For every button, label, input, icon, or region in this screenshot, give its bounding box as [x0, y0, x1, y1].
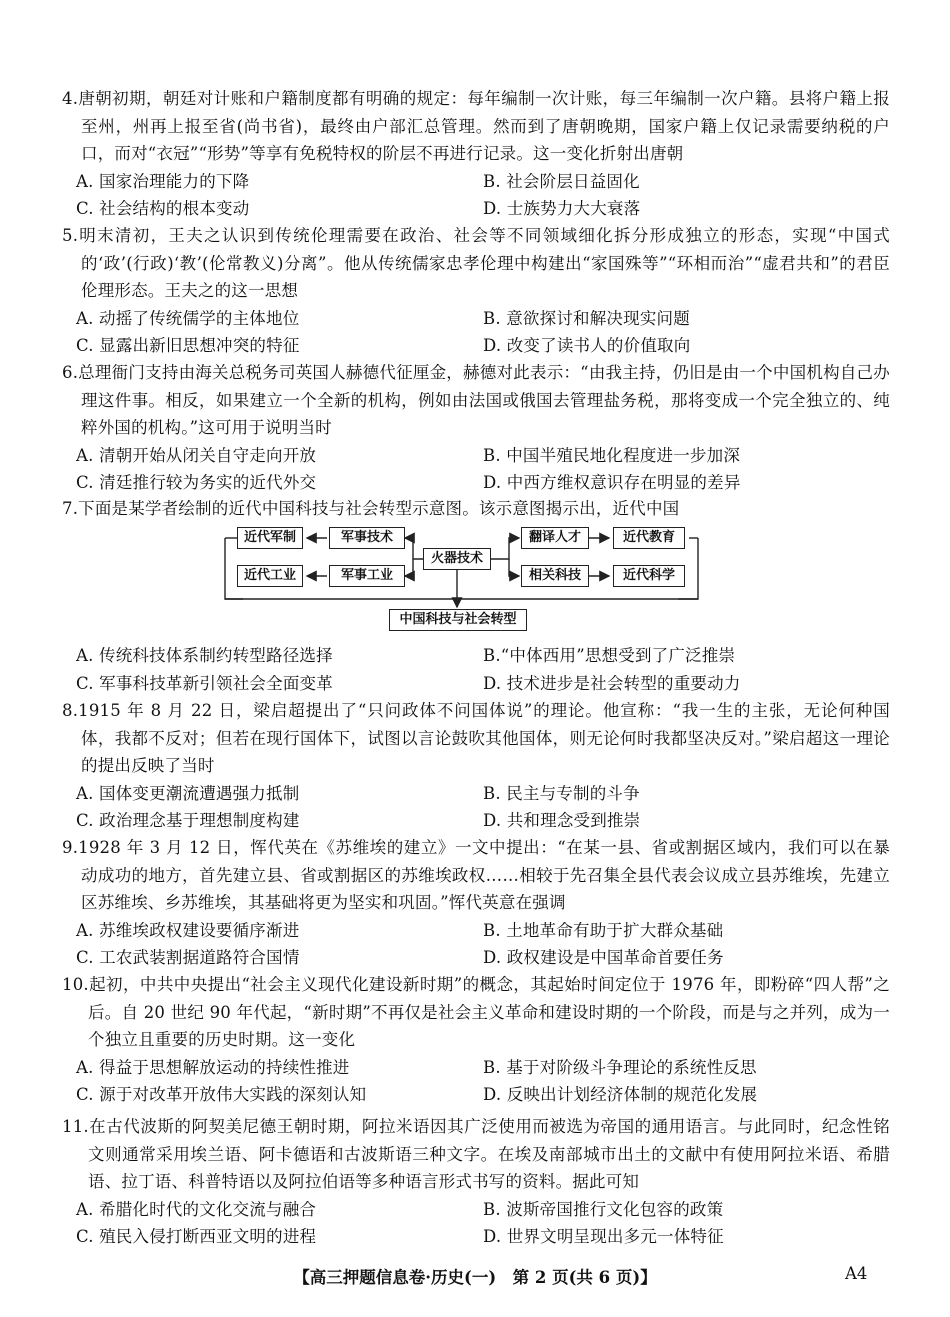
- option-d: D. 共和理念受到推崇: [483, 811, 641, 830]
- question-7-options-block: [62, 642, 890, 697]
- option-d: D. 反映出计划经济体制的规范化发展: [483, 1085, 758, 1104]
- option-d: D. 世界文明呈现出多元一体特征: [483, 1227, 724, 1246]
- option-d: D. 改变了读书人的价值取向: [483, 336, 691, 355]
- question-9-stem: 9.1928 年 3 月 12 日，恽代英在《苏维埃的建立》一文中提出：“在某一县、省或割据区域内，我们可以在暴动成功的地方，首先建立县、省或割据区的苏维埃政权……相较于先召集全县代表会议成立县苏维埃，先建立区苏维埃、乡苏维埃，其基础将更为坚实和巩固。”恽代英意在强调: [62, 838, 890, 912]
- question-10: [62, 971, 890, 1109]
- option-a: A. 希腊化时代的文化交流与融合: [76, 1199, 317, 1219]
- question-8-options: [76, 780, 890, 835]
- option-b: B. 土地革命有助于扩大群众基础: [483, 920, 724, 940]
- question-6: [62, 359, 890, 497]
- node-modern-industry: 近代工业: [237, 565, 303, 587]
- question-8: [62, 697, 890, 835]
- option-c: C. 殖民入侵打断西亚文明的进程: [76, 1227, 317, 1246]
- option-c: C. 显露出新旧思想冲突的特征: [76, 336, 300, 355]
- node-modern-military: 近代军制: [237, 527, 303, 549]
- question-7-options: [76, 642, 890, 697]
- question-7: [62, 495, 890, 523]
- question-10-stem: 10.起初，中共中央提出“社会主义现代化建设新时期”的概念，其起始时间定位于 1976 年，即粉碎“四人帮”之后。自 20 世纪 90 年代起，“新时期”不再仅是社会主义革命和建设时期的一个阶段，而是与之并列，成为一个独立且重要的历史时期。这一变化: [62, 975, 890, 1049]
- question-11: [62, 1113, 890, 1251]
- option-a: A. 传统科技体系制约转型路径选择: [76, 646, 333, 665]
- question-4-options: [76, 168, 890, 223]
- option-b: B. 民主与专制的斗争: [483, 783, 640, 803]
- question-4: [62, 85, 890, 223]
- option-c: C. 清廷推行较为务实的近代外交: [76, 473, 317, 492]
- question-9-options: [76, 917, 890, 972]
- option-c: C. 军事科技革新引领社会全面变革: [76, 673, 333, 693]
- option-b: B. 社会阶层日益固化: [483, 171, 640, 191]
- option-a: A. 清朝开始从闭关自守走向开放: [76, 445, 317, 465]
- paper-size-code: A4: [845, 1264, 868, 1283]
- option-c: C. 工农武装割据道路符合国情: [76, 948, 300, 967]
- option-a: A. 得益于思想解放运动的持续性推进: [76, 1057, 350, 1077]
- question-8-stem: 8.1915 年 8 月 22 日，梁启超提出了“只问政体不问国体说”的理论。他宣称：“我一生的主张，无论何种国体，我都不反对；但若在现行国体下，试图以言论鼓吹其他国体，则无论何时我都坚决反对。”梁启超这一理论的提出反映了当时: [62, 701, 890, 775]
- arrow-to-military-industry: [405, 559, 413, 576]
- question-4-stem: 4.唐朝初期，朝廷对计账和户籍制度都有明确的规定：每年编制一次计账，每三年编制一次户籍。县将户籍上报至州，州再上报至省(尚书省)，最终由户部汇总管理。然而到了唐朝晚期，国家户籍上仅记录需要纳税的户口，而对“衣冠”“形势”等享有免税特权的阶层不再进行记录。这一变化折射出唐朝: [62, 89, 890, 163]
- question-10-options: [76, 1054, 890, 1109]
- option-b: B. 基于对阶级斗争理论的系统性反思: [483, 1057, 757, 1077]
- question-5: [62, 222, 890, 360]
- node-firearms-tech: 火器技术: [423, 548, 491, 570]
- node-military-tech: 军事技术: [329, 527, 405, 549]
- question-11-options: [76, 1196, 890, 1251]
- node-related-sci: 相关科技: [521, 565, 589, 587]
- footer-title: 【高三押题信息卷·历史(一) 第 2 页(共 6 页)】: [293, 1268, 657, 1287]
- option-b: B. 意欲探讨和解决现实问题: [483, 308, 690, 328]
- tech-transformation-diagram: [223, 521, 703, 633]
- question-5-stem: 5.明末清初，王夫之认识到传统伦理需要在政治、社会等不同领域细化拆分形成独立的形态，实现“中国式的‘政’(行政)‘教’(伦常教义)分离”。他从传统儒家忠孝伦理中构建出“家国殊等”“环相而治”“虚君共和”的君臣伦理形态。王夫之的这一思想: [62, 226, 890, 300]
- question-6-stem: 6.总理衙门支持由海关总税务司英国人赫德代征厘金，赫德对此表示：“由我主持，仍旧是由一个中国机构自己办理这件事。相反，如果建立一个全新的机构，例如由法国或俄国去管理盐务税，那将变成一个完全独立的、纯粹外国的机构。”这可用于说明当时: [62, 363, 890, 437]
- option-b: B. 中国半殖民地化程度进一步加深: [483, 445, 741, 465]
- option-c: C. 政治理念基于理想制度构建: [76, 811, 300, 830]
- question-9: [62, 834, 890, 972]
- option-d: D. 政权建设是中国革命首要任务: [483, 948, 724, 967]
- question-5-options: [76, 305, 890, 360]
- option-d: D. 中西方维权意识存在明显的差异: [483, 473, 741, 492]
- node-transformation: 中国科技与社会转型: [389, 609, 527, 631]
- question-11-stem: 11.在古代波斯的阿契美尼德王朝时期，阿拉米语因其广泛使用而被选为帝国的通用语言。与此同时，纪念性铭文则通常采用埃兰语、阿卡德语和古波斯语三种文字。在埃及南部城市出土的文献中有使用阿拉米语、希腊语、拉丁语、科普特语以及阿拉伯语等多种语言形式书写的资料。据此可知: [62, 1117, 890, 1191]
- option-a: A. 苏维埃政权建设要循序渐进: [76, 920, 300, 940]
- option-a: A. 动摇了传统儒学的主体地位: [76, 308, 300, 328]
- option-d: D. 技术进步是社会转型的重要动力: [483, 673, 741, 693]
- option-c: C. 源于对改革开放伟大实践的深刻认知: [76, 1085, 367, 1104]
- arrow-to-translators: [491, 538, 519, 559]
- arrow-to-related-sci: [509, 559, 519, 576]
- node-modern-education: 近代教育: [613, 527, 685, 549]
- option-b: B.“中体西用”思想受到了广泛推崇: [483, 646, 736, 665]
- question-6-options: [76, 442, 890, 497]
- option-a: A. 国家治理能力的下降: [76, 171, 250, 191]
- node-military-industry: 军事工业: [329, 565, 405, 587]
- node-translators: 翻译人才: [521, 527, 589, 549]
- question-7-stem: 7.下面是某学者绘制的近代中国科技与社会转型示意图。该示意图揭示出，近代中国: [62, 499, 680, 518]
- option-a: A. 国体变更潮流遭遇强力抵制: [76, 783, 300, 803]
- arrow-to-military-tech: [405, 538, 423, 559]
- option-d: D. 士族势力大大衰落: [483, 199, 641, 218]
- node-modern-science: 近代科学: [613, 565, 685, 587]
- option-c: C. 社会结构的根本变动: [76, 199, 250, 218]
- option-b: B. 波斯帝国推行文化包容的政策: [483, 1199, 724, 1219]
